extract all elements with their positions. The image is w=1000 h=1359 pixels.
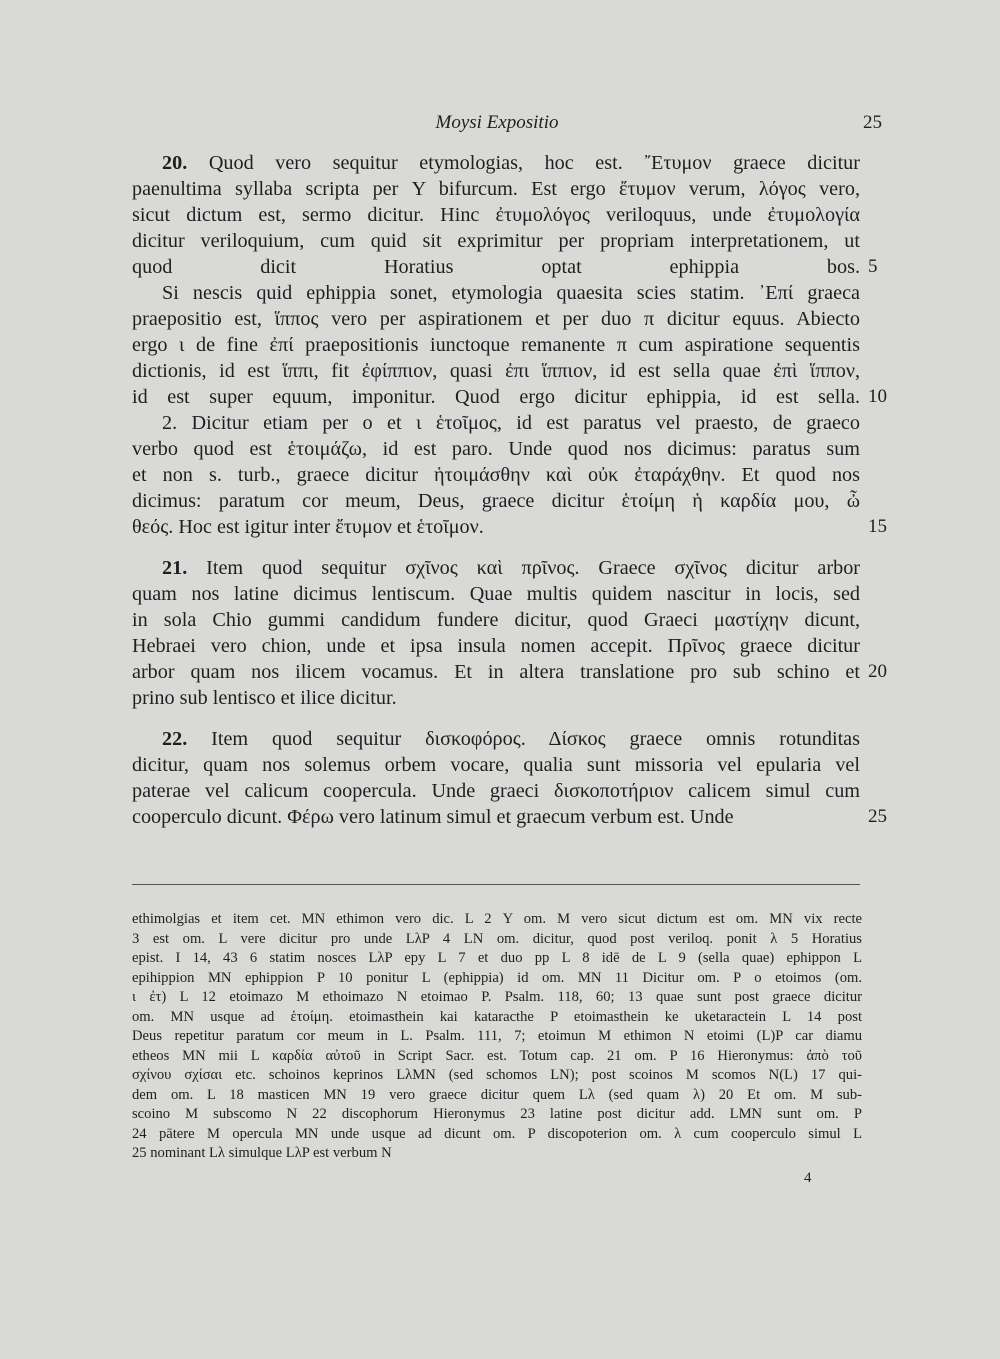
section-number: 21. — [162, 557, 207, 579]
paragraph — [132, 726, 887, 830]
critical-apparatus — [132, 910, 862, 1164]
text-line — [132, 410, 860, 436]
running-title: Moysi Expositio — [435, 112, 559, 133]
text-line — [132, 384, 887, 410]
line-text: paterae vel calicum coopercula. Unde graeci δισκοποτήριον calicem simul cum — [132, 780, 860, 802]
line-text: Hebraei vero chion, unde et ipsa insula nomen accepit. Πρῖνος graece dicitur — [132, 635, 860, 657]
text-line — [132, 514, 887, 540]
line-text: dicitur veriloquium, cum quid sit exprimitur per propriam interpretationem, ut — [132, 230, 860, 252]
text-line — [132, 659, 887, 685]
line-text: dictionis, id est ἵππι, fit ἐφίππιον, quasi ἐπι ἵππιον, id est sella quae ἐπὶ ἵππον, — [132, 360, 860, 382]
line-text: quam nos latine dicimus lentiscum. Quae multis quidem nascitur in locis, sed — [132, 583, 860, 605]
apparatus-line: 24 pātere M opercula MN unde usque ad dicunt om. P discopoterion om. λ cum cooperculo simul L — [132, 1125, 862, 1142]
line-text: cooperculo dicunt. Φέρω vero latinum simul et graecum verbum est. Unde — [132, 806, 734, 828]
apparatus-line: scoino M subscomo N 22 discophorum Hieronymus 23 latine post dicitur add. LMN sunt om. P — [132, 1106, 862, 1122]
line-text: verbo quod est ἑτοιμάζω, id est paro. Unde quod nos dicimus: paratus sum — [132, 438, 860, 460]
apparatus-line: σχίνου σχίσαι etc. schoinos keprinos LλMN (sed schomos LN); post scoinos M scomos N(L) 17 qui- — [132, 1067, 862, 1083]
line-text: 2. Dicitur etiam per ο et ι ἑτοῖμος, id est paratus vel praesto, de graeco — [162, 412, 860, 434]
line-text: arbor quam nos ilicem vocamus. Et in altera translatione pro sub schino et — [132, 661, 860, 683]
text-line — [132, 581, 860, 607]
text-line — [132, 726, 860, 752]
line-text: Item quod sequitur δισκοφόρος. Δίσκος graece omnis rotunditas — [211, 728, 860, 750]
line-text: Item quod sequitur σχῖνος καὶ πρῖνος. Graece σχῖνος dicitur arbor — [206, 557, 861, 579]
paragraph — [132, 150, 887, 540]
line-text: in sola Chio gummi candidum fundere dicitur, quod Graeci μαστίχην dicunt, — [132, 609, 860, 631]
line-text: et non s. turb., graece dicitur ἡτοιμάσθην καὶ οὐκ ἐταράχθην. Et quod nos — [132, 464, 860, 486]
text-line — [132, 752, 860, 778]
text-line — [132, 436, 860, 462]
apparatus-line: Deus repetitur paratum cor meum in L. Psalm. 111, 7; etoimun M ethimon N etoimi (L)P car diamu — [132, 1028, 862, 1044]
line-text: quod dicit Horatius optat ephippia bos. — [132, 256, 860, 278]
line-text: sicut dictum est, sermo dicitur. Hinc ἐτυμολόγος veriloquus, unde ἐτυμολογία — [132, 204, 860, 226]
main-text — [132, 150, 887, 830]
line-text: dicimus: paratum cor meum, Deus, graece dicitur ἑτοίμη ἡ καρδία μου, ὦ — [132, 490, 860, 512]
text-line — [132, 607, 860, 633]
text-line — [132, 462, 860, 488]
line-number: 20 — [868, 661, 887, 682]
text-line — [132, 176, 860, 202]
text-line — [132, 358, 860, 384]
text-line — [132, 778, 860, 804]
text-line — [132, 254, 878, 280]
line-number: 15 — [868, 516, 887, 537]
page-number: 25 — [863, 112, 882, 133]
line-number: 25 — [868, 806, 887, 827]
running-head — [132, 112, 882, 136]
apparatus-line: 3 est om. L vere dicitur pro unde LλP 4 LN om. dicitur, quod post veriloq. ponit λ 5 Horatius — [132, 930, 862, 947]
line-text: θεός. Hoc est igitur inter ἔτυμον et ἑτοῖμον. — [132, 516, 484, 538]
text-line — [132, 804, 887, 830]
apparatus-line: etheos MN mii L καρδία αὐτοῦ in Script Sacr. est. Totum cap. 21 om. P 16 Hieronymus: ἀπὸ τοῦ — [132, 1047, 862, 1064]
paragraph — [132, 555, 887, 711]
apparatus-line: ι ἐτ) L 12 etoimazo M ethoimazo N etoimao P. Psalm. 118, 60; 13 quae sunt post graece dicitur — [132, 989, 862, 1005]
line-number: 10 — [868, 386, 887, 407]
text-line — [132, 332, 860, 358]
text-line — [132, 306, 860, 332]
line-text: dicitur, quam nos solemus orbem vocare, qualia sunt missoria vel epularia vel — [132, 754, 860, 776]
text-line — [132, 202, 860, 228]
line-text: Si nescis quid ephippia sonet, etymologia quaesita scies statim. ᾿Επί graeca — [162, 282, 860, 304]
text-line — [132, 228, 860, 254]
line-text: praepositio est, ἵππος vero per aspirationem et per duo π dicitur equus. Abiecto — [132, 308, 860, 330]
section-number: 20. — [162, 152, 209, 174]
apparatus-line: epist. I 14, 43 6 statim nosces LλP epy L 7 et duo pp L 8 idē de L 9 (sella quae) ephippon L — [132, 950, 862, 966]
line-text: prino sub lentisco et ilice dicitur. — [132, 687, 397, 709]
apparatus-line: epihippion MN ephippion P 10 ponitur L (ephippia) id om. MN 11 Dicitur om. P o etoimos (om. — [132, 969, 862, 986]
footnote-divider — [132, 884, 860, 885]
line-text: id est super equum, imponitur. Quod ergo dicitur ephippia, id est sella. — [132, 386, 860, 408]
text-line — [132, 150, 860, 176]
section-number: 22. — [162, 728, 212, 750]
line-text: ergo ι de fine ἐπί praepositionis iunctoque remanente π cum aspiratione sequentis — [132, 334, 860, 356]
text-line — [132, 280, 860, 306]
apparatus-line: dem om. L 18 masticen MN 19 vero graece dicitur quem Lλ (sed quam λ) 20 Et om. M sub- — [132, 1086, 862, 1103]
apparatus-line: ethimolgias et item cet. MN ethimon vero dic. L 2 Υ om. M vero sicut dictum est om. MN vix recte — [132, 911, 862, 927]
line-text: Quod vero sequitur etymologias, hoc est. ῎Ετυμον graece dicitur — [208, 152, 861, 174]
line-text: paenultima syllaba scripta per Υ bifurcum. Est ergo ἔτυμον verum, λόγος vero, — [132, 178, 860, 200]
apparatus-line: 25 nominant Lλ simulque LλP est verbum N — [132, 1145, 392, 1161]
text-line — [132, 488, 860, 514]
apparatus-line: om. MN usque ad ἑτοίμη. etoimasthein kai kataracthe P etoimasthein ke uketaractein L 14 post — [132, 1008, 862, 1025]
text-line — [132, 555, 860, 581]
text-line — [132, 685, 860, 711]
text-line — [132, 633, 860, 659]
signature-mark: 4 — [804, 1170, 812, 1186]
line-number: 5 — [868, 256, 878, 277]
